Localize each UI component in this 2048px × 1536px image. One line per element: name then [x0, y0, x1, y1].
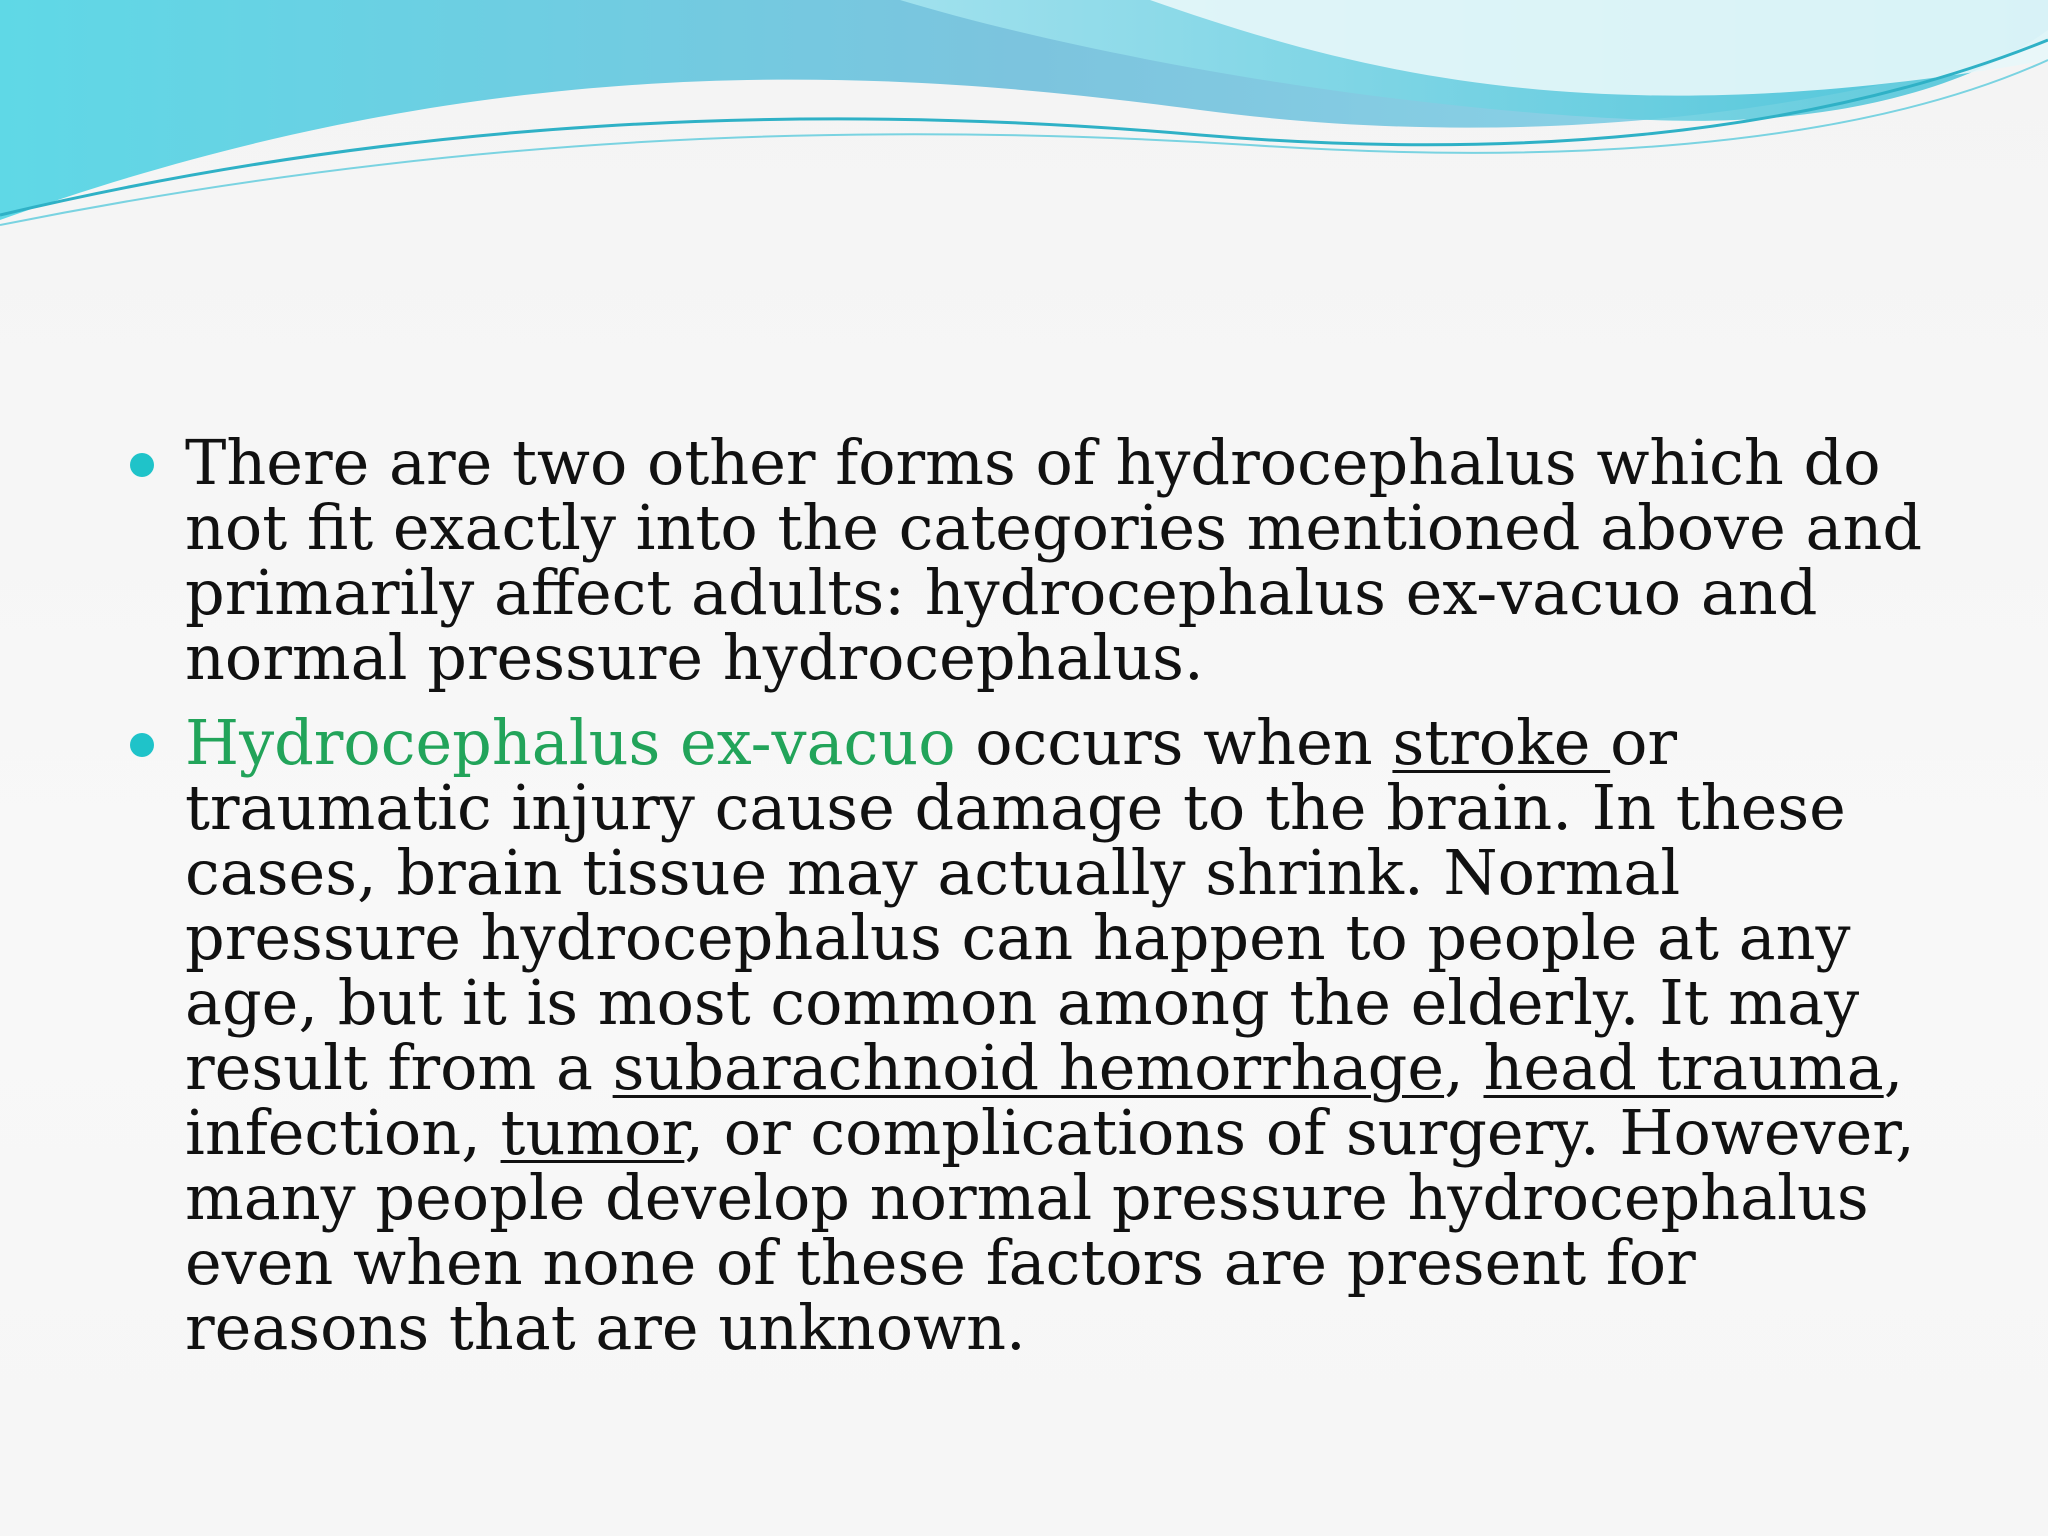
link-stroke[interactable]: stroke [1392, 706, 1611, 779]
bullet-dot-icon [130, 733, 154, 757]
bullet-dot-icon [130, 453, 154, 477]
bullet-item-1 [130, 426, 1950, 694]
bullet-text-2a: occurs when [955, 706, 1393, 779]
link-tumor[interactable]: tumor [500, 1096, 685, 1169]
link-head-trauma[interactable]: head trauma [1483, 1031, 1884, 1104]
bullet-text-2d: , or complications of surgery. However, many people develop normal pressure hydrocephalus even when none of these factors are present for reasons that are unknown. [185, 1096, 1915, 1364]
bullet-text-1: There are two other forms of hydrocephalus which do not fit exactly into the categories mentioned above and primarily affect adults: hydrocephalus ex-vacuo and normal pressure hydrocephalus. [185, 426, 1923, 694]
decorative-wave-header [0, 0, 2048, 260]
bullet-item-2 [130, 706, 1950, 1364]
slide-body [130, 426, 1950, 1380]
link-subarachnoid-hemorrhage[interactable]: subarachnoid hemorrhage [612, 1031, 1445, 1104]
bullet-text-2c: , infection, [185, 1031, 1904, 1169]
bullet-text-2b: or traumatic injury cause damage to the brain. In these cases, brain tissue may actually shrink. Normal pressure hydrocephalus can happen to people at any age, but it is most common among the elderly. It may result from a [185, 706, 1860, 1104]
term-hydrocephalus-ex-vacuo: Hydrocephalus ex-vacuo [185, 706, 956, 779]
separator-comma: , [1444, 1031, 1484, 1104]
